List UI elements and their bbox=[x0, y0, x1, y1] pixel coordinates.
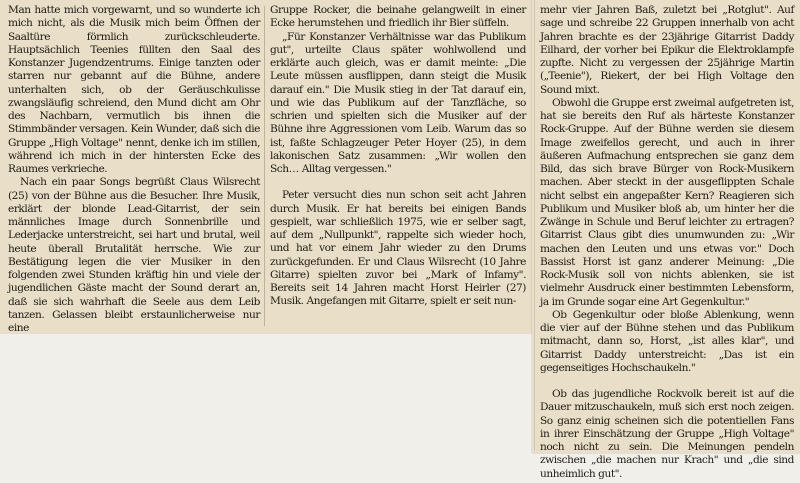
column-divider bbox=[264, 6, 265, 326]
newspaper-clipping-right bbox=[532, 0, 800, 480]
paragraph: Ob das jugendliche Rockvolk bereit ist auf die Dauer mitzuschaukeln, muß sich erst noch zeigen. So ganz einig scheinen sich die potentiellen Fans in ihrer Einschätzung der Gruppe „High Voltage" noch nicht zu sein. Die Meinungen pendeln zwischen „die machen nur Krach" und „die sind unheimlich gut". bbox=[540, 388, 794, 480]
paragraph: Ob Gegenkultur oder bloße Ablenkung, wenn die vier auf der Bühne stehen und das Publikum mitmacht, dann so, Horst, „ist alles klar", und Gitarrist Daddy unterstreicht: „Das ist ein gegenseitiges Hochschaukeln." bbox=[540, 308, 794, 374]
article-column-1 bbox=[8, 4, 260, 334]
clipping-edge bbox=[534, 0, 535, 450]
paragraph: Obwohl die Gruppe erst zweimal aufgetreten ist, hat sie bereits den Ruf als härteste Konstanzer Rock-Gruppe. Auf der Bühne werden sie diesem Image zweifellos gerecht, und auch in ihrer äußeren Aufmachung entsprechen sie ganz dem Bild, das sich brave Bürger von Rock-Musikern machen. Aber steckt in der ausgeflippten Schale nicht selbst ein angepaßter Kern? Reagieren sich Publikum und Musiker bloß ab, um hinter her die Zwänge in Schule und Beruf leichter zu ertragen? Gitarrist Claus gibt dies unumwunden zu: „Wir machen den Leuten und uns etwas vor." Doch Bassist Horst ist ganz anderer Meinung: „Die Rock-Musik soll von nichts ablenken, sie ist vielmehr Ausdruck einer bestimmten Lebensform, ja im Grunde sogar eine Art Gegenkultur." bbox=[540, 96, 794, 308]
paragraph: Peter versucht dies nun schon seit acht Jahren durch Musik. Er hat bereits bei einigen Bands gespielt, war schließlich 1975, wie er selber sagt, auf dem „Nullpunkt", rappelte sich wieder hoch, und hat vor einem Jahr wieder zu den Drums zurückgefunden. Er und Claus Wilsrecht (10 Jahre Gitarre) spielten zuvor bei „Mark of Infamy". Bereits seit 14 Jahren macht Horst Heirler (27) Musik. Angefangen mit Gitarre, spielt er seit nun- bbox=[270, 189, 526, 308]
paragraph: „Für Konstanzer Verhältnisse war das Publikum gut", urteilte Claus später wohlwollend und erklärte auch gleich, was er damit meinte: „Die Leute müssen ausflippen, dann steigt die Musik darauf ein." Die Musik stieg in der Tat darauf ein, und wie das Publikum auf der Tanzfläche, so schrien und spielten sich die Musiker auf der Bühne ihre Aggressionen vom Leib. Warum das so ist, faßte Schlagzeuger Peter Hoyer (25), in dem lakonischen Satz zusammen: „Wir wollen den Sch… Alltag vergessen." bbox=[270, 30, 526, 175]
paragraph: Nach ein paar Songs begrüßt Claus Wilsrecht (25) von der Bühne aus die Besucher. Ihre Musik, erklärt der blonde Lead-Gitarrist, der sein männliches Image durch Sonnenbrille und Lederjacke unterstreicht, sei hart und brutal, weil heute überall Brutalität herrsche. Wie zur Bestätigung legen die vier Musiker in den folgenden zwei Stunden kräftig hin und viele der jugendlichen Gäste macht der Sound derart an, daß sie sich wahrhaft die Seele aus dem Leib tanzen. Gelassen bleibt erstaunlicherweise nur eine bbox=[8, 176, 260, 334]
newspaper-clipping-left bbox=[0, 0, 532, 333]
article-column-2 bbox=[270, 4, 526, 330]
article-column-3 bbox=[540, 4, 794, 480]
paragraph: Man hatte mich vorgewarnt, und so wunderte ich mich nicht, als die Musik mich beim Öffnen der Saaltüre förmlich zurückschleuderte. Hauptsächlich Teenies füllten den Saal des Konstanzer Jugendzentrums. Einige tanzten oder starren nur gebannt auf die Bühne, andere unterhalten sich, ob der Geräuschkulisse zwangsläufig schreiend, den Mund dicht am Ohr des Nachbarn, vermutlich bis ihnen die Stimmbänder versagen. Kein Wunder, daß sich die Gruppe „High Voltage" nennt, denke ich im stillen, während ich mich in der hintersten Ecke des Raumes verkrieche. bbox=[8, 4, 260, 175]
paragraph: Gruppe Rocker, die beinahe gelangweilt in einer Ecke herumstehen und friedlich ihr Bier süffeln. bbox=[270, 4, 526, 30]
paragraph: mehr vier Jahren Baß, zuletzt bei „Rotglut". Auf sage und schreibe 22 Gruppen innerhalb von acht Jahren brachte es der 23jährige Gitarrist Daddy Eilhard, der vorher bei Epikur die Elektroklampfe zupfte. Nicht zu vergessen der 25jährige Martin („Teenie"), Riekert, der bei High Voltage den Sound mixt. bbox=[540, 4, 794, 96]
